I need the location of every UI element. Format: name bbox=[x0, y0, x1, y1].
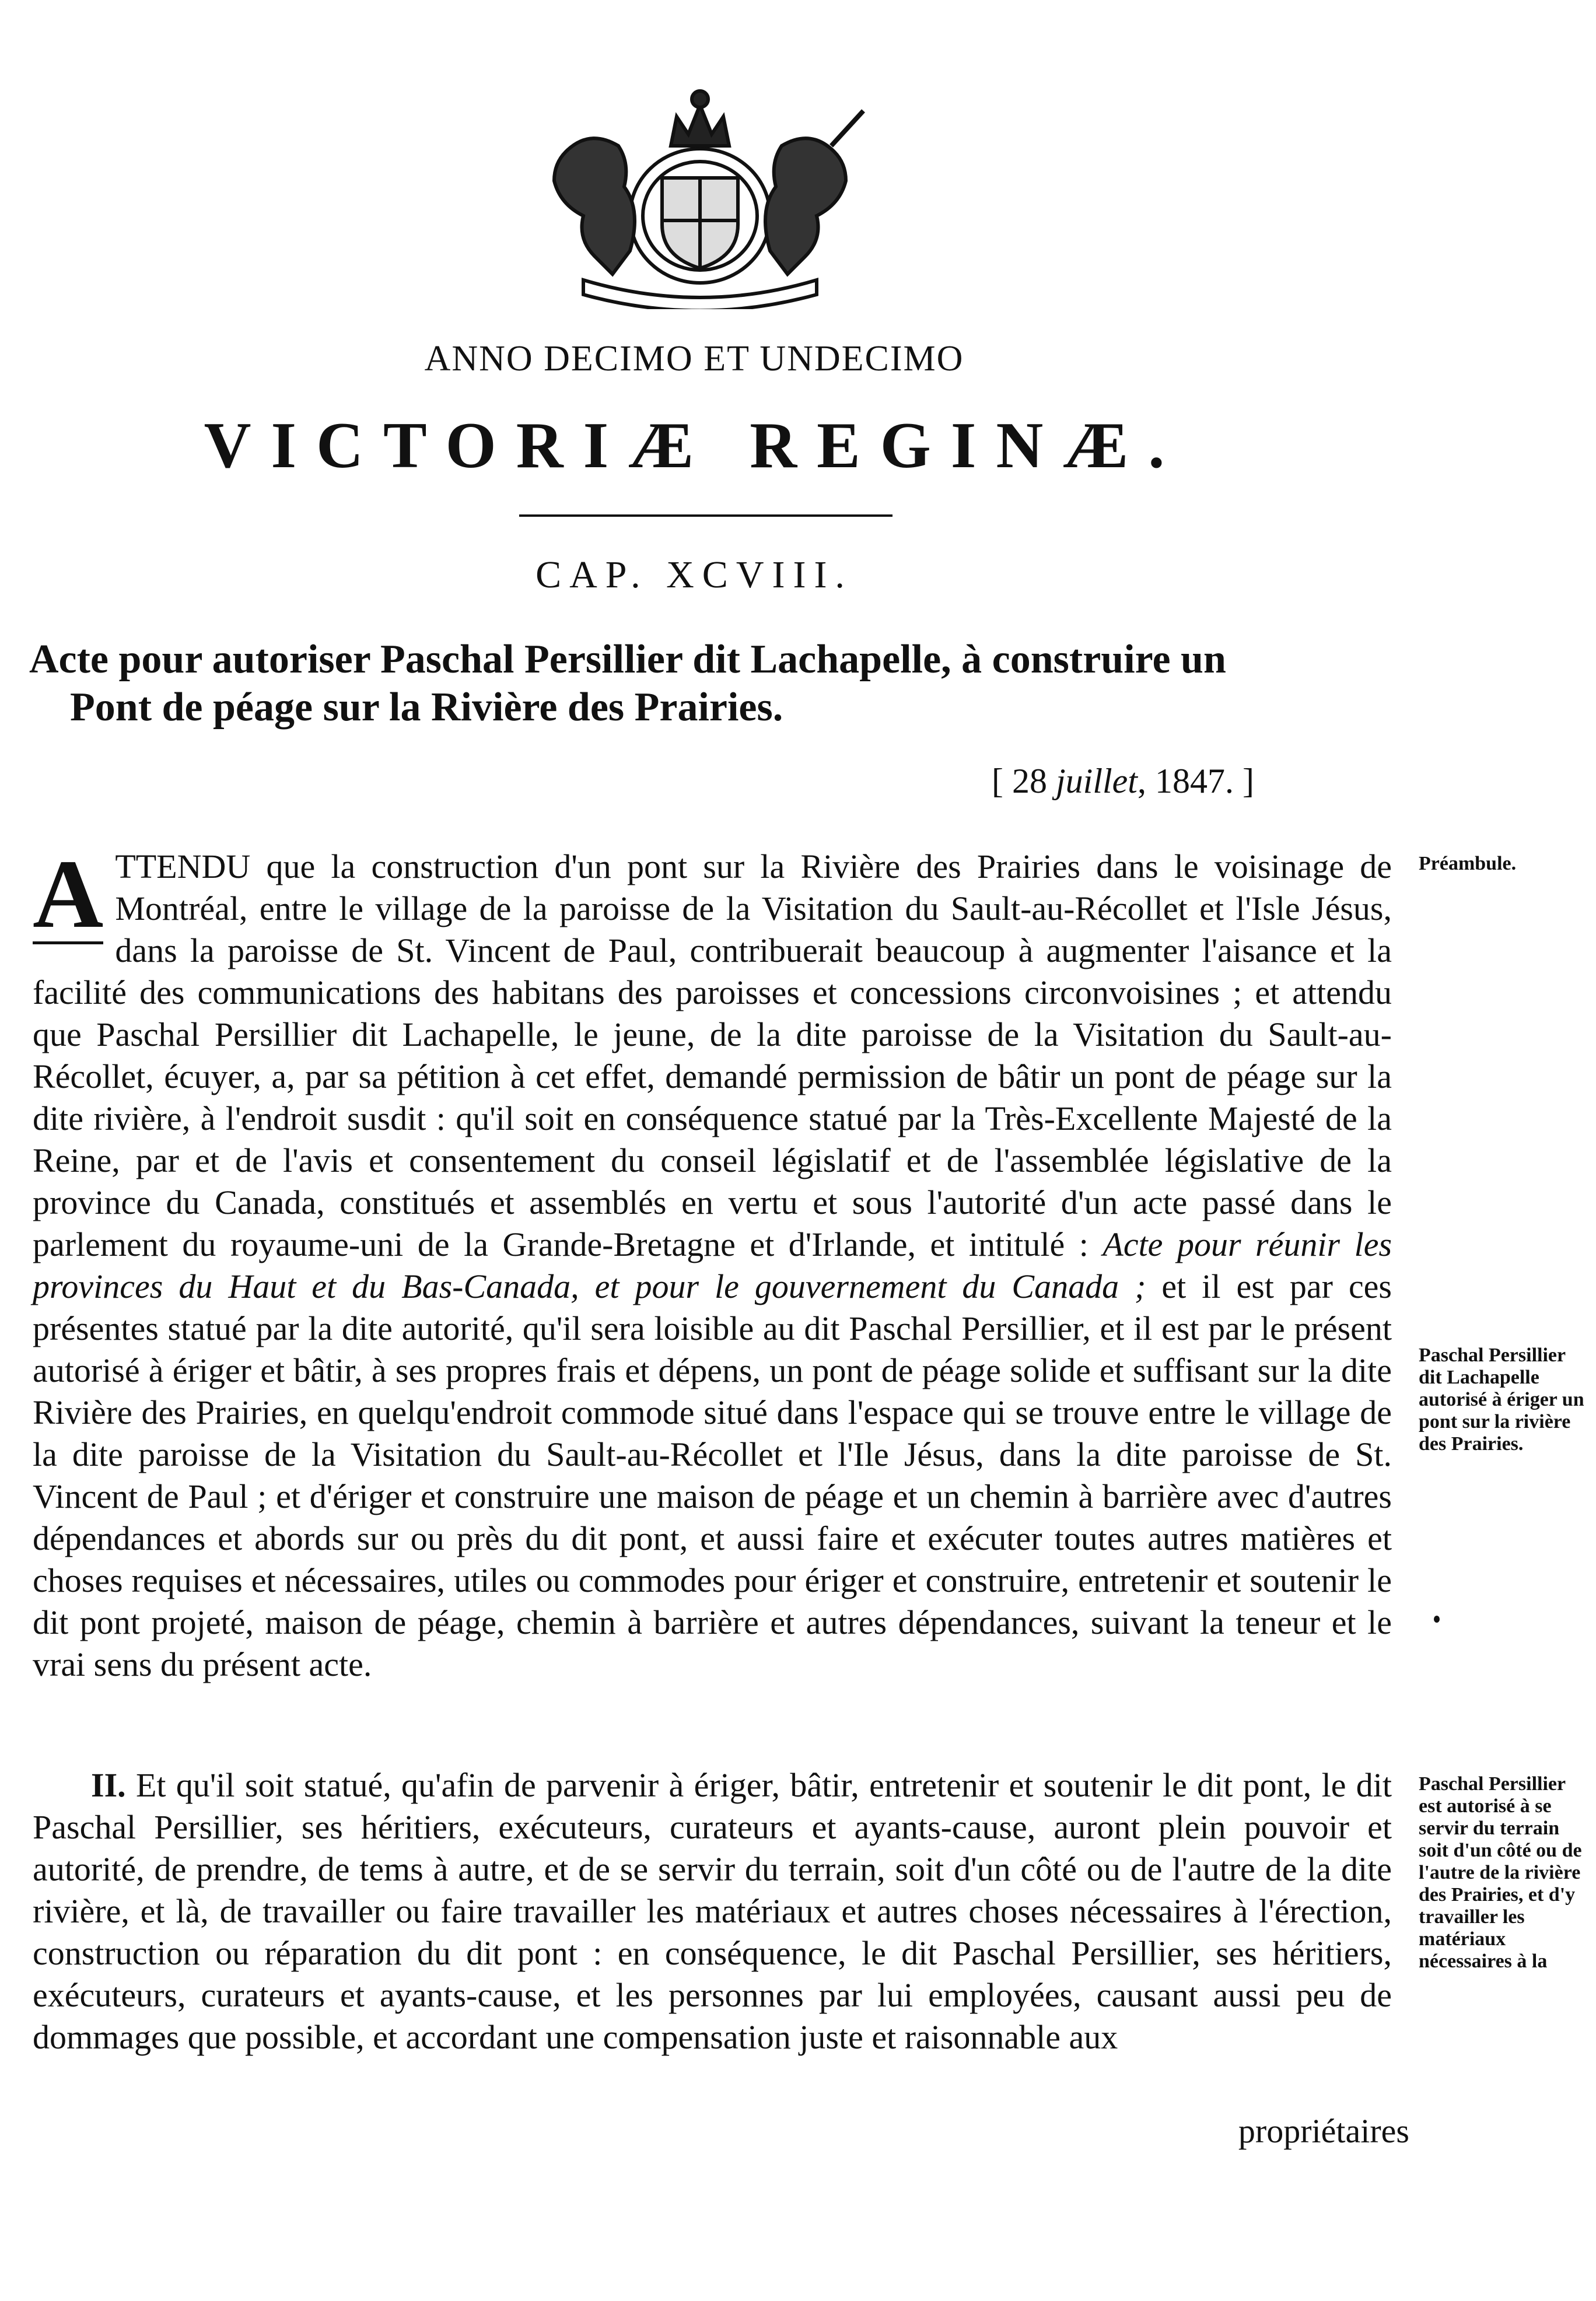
chapter-number: CAP. XCVIII. bbox=[536, 554, 853, 596]
royal-coat-of-arms-icon bbox=[513, 82, 887, 309]
date-close: , 1847. ] bbox=[1137, 762, 1254, 800]
act-title-line-1: Acte pour autoriser Paschal Persillier dit Lachapelle, à construire un bbox=[29, 637, 1226, 682]
divider bbox=[519, 514, 892, 517]
ink-speck bbox=[1434, 1616, 1440, 1623]
assent-date bbox=[992, 761, 1254, 801]
preamble-text: TTENDU que la construction d'un pont sur la Rivière des Prairies dans le voisinage de Montréal, entre le village de la paroisse de la Visitation du Sault-au-Récollet et l'Isle Jésus, dans la paroisse de St. Vincent de Paul, contribuerait beaucoup à augmenter l'aisance et la facilité des communications des habitans des paroisses et concessions circonvoisines ; et attendu que Paschal Persillier dit Lachapelle, le jeune, de la dite paroisse de la Visitation du Sault-au-Récollet, écuyer, a, par sa pétition à cet effet, demandé permission de bâtir un pont de péage sur la dite rivière, à l'endroit susdit : qu'il soit en conséquence statué par la Très-Excellente Majesté de la Reine, par et de l'avis et consentement du conseil législatif et de l'assemblée législative de la province du Canada, constitués et assemblés en vertu et sous l'autorité d'un acte passé dans le parlement du royaume-uni de la Grande-Bretagne et d'Irlande, et intitulé : bbox=[33, 847, 1392, 1263]
section-2-paragraph bbox=[33, 1764, 1392, 2058]
act-title bbox=[29, 636, 1388, 731]
preamble-text-2: et il est par ces présentes statué par la dite autorité, qu'il sera loisible au dit Paschal Persillier, et il est par le présent autorisé à ériger et bâtir, à ses propres frais et dépens, un pont de péage solide et suffisant sur la dite Rivière des Prairies, en quelqu'endroit commode situé dans l'espace qui se trouve entre le village de la dite paroisse de la Visitation du Sault-au-Récollet et l'Ile Jésus, dans la dite paroisse de St. Vincent de Paul ; et d'ériger et construire une maison de péage et un chemin à barrière avec d'autres dépendances et abords sur ou près du dit pont, et aussi faire et exécuter toutes autres matières et choses requises et nécessaires, utiles ou commodes pour ériger et construire, entretenir et soutenir le dit pont projeté, maison de péage, chemin à barrière et autres dépendances, suivant la teneur et le vrai sens du présent acte. bbox=[33, 1267, 1392, 1683]
act-citation: Acte pour réunir les provinces du Haut et du Bas-Canada, et pour le gouvernement du Canada ; bbox=[33, 1225, 1392, 1305]
catchword: propriétaires bbox=[1238, 2112, 1409, 2150]
act-title-line-2: Pont de péage sur la Rivière des Prairies. bbox=[70, 685, 783, 730]
drop-cap: A bbox=[33, 840, 104, 948]
section-2-text: Et qu'il soit statué, qu'afin de parvenir à ériger, bâtir, entretenir et soutenir le dit pont, le dit Paschal Persillier, ses héritiers, exécuteurs, curateurs et ayants-cause, auront plein pouvoir et autorité, de prendre, de tems à autre, et de se servir du terrain, soit d'un côté ou de l'autre de la dite rivière, et là, de travailler ou faire travailler les matériaux et autres choses nécessaires à l'érection, construction ou réparation du dit pont : en conséquence, le dit Paschal Persillier, ses héritiers, exécuteurs, curateurs et ayants-cause, et les personnes par lui employées, causant aussi peu de dommages que possible, et accordant une compensation juste et raisonnable aux bbox=[33, 1766, 1392, 2056]
margin-note-preamble: Préambule. bbox=[1419, 853, 1517, 874]
heading-anno: ANNO DECIMO ET UNDECIMO bbox=[424, 339, 964, 379]
preamble-paragraph bbox=[33, 840, 1392, 1686]
section-number: II. bbox=[91, 1766, 126, 1804]
margin-note-land-use: Paschal Persillier est autorisé à se servir du terrain soit d'un côté ou de l'autre de la rivière des Prairies, et d'y travailler les matériaux nécessaires à la bbox=[1419, 1773, 1582, 1972]
heading-reign: VICTORIÆ REGINÆ. bbox=[204, 409, 1185, 482]
date-month: juillet bbox=[1055, 762, 1138, 800]
date-open: [ 28 bbox=[992, 762, 1047, 800]
margin-note-authorization: Paschal Persillier dit Lachapelle autorisé à ériger un pont sur la rivière des Prairies. bbox=[1419, 1344, 1584, 1455]
